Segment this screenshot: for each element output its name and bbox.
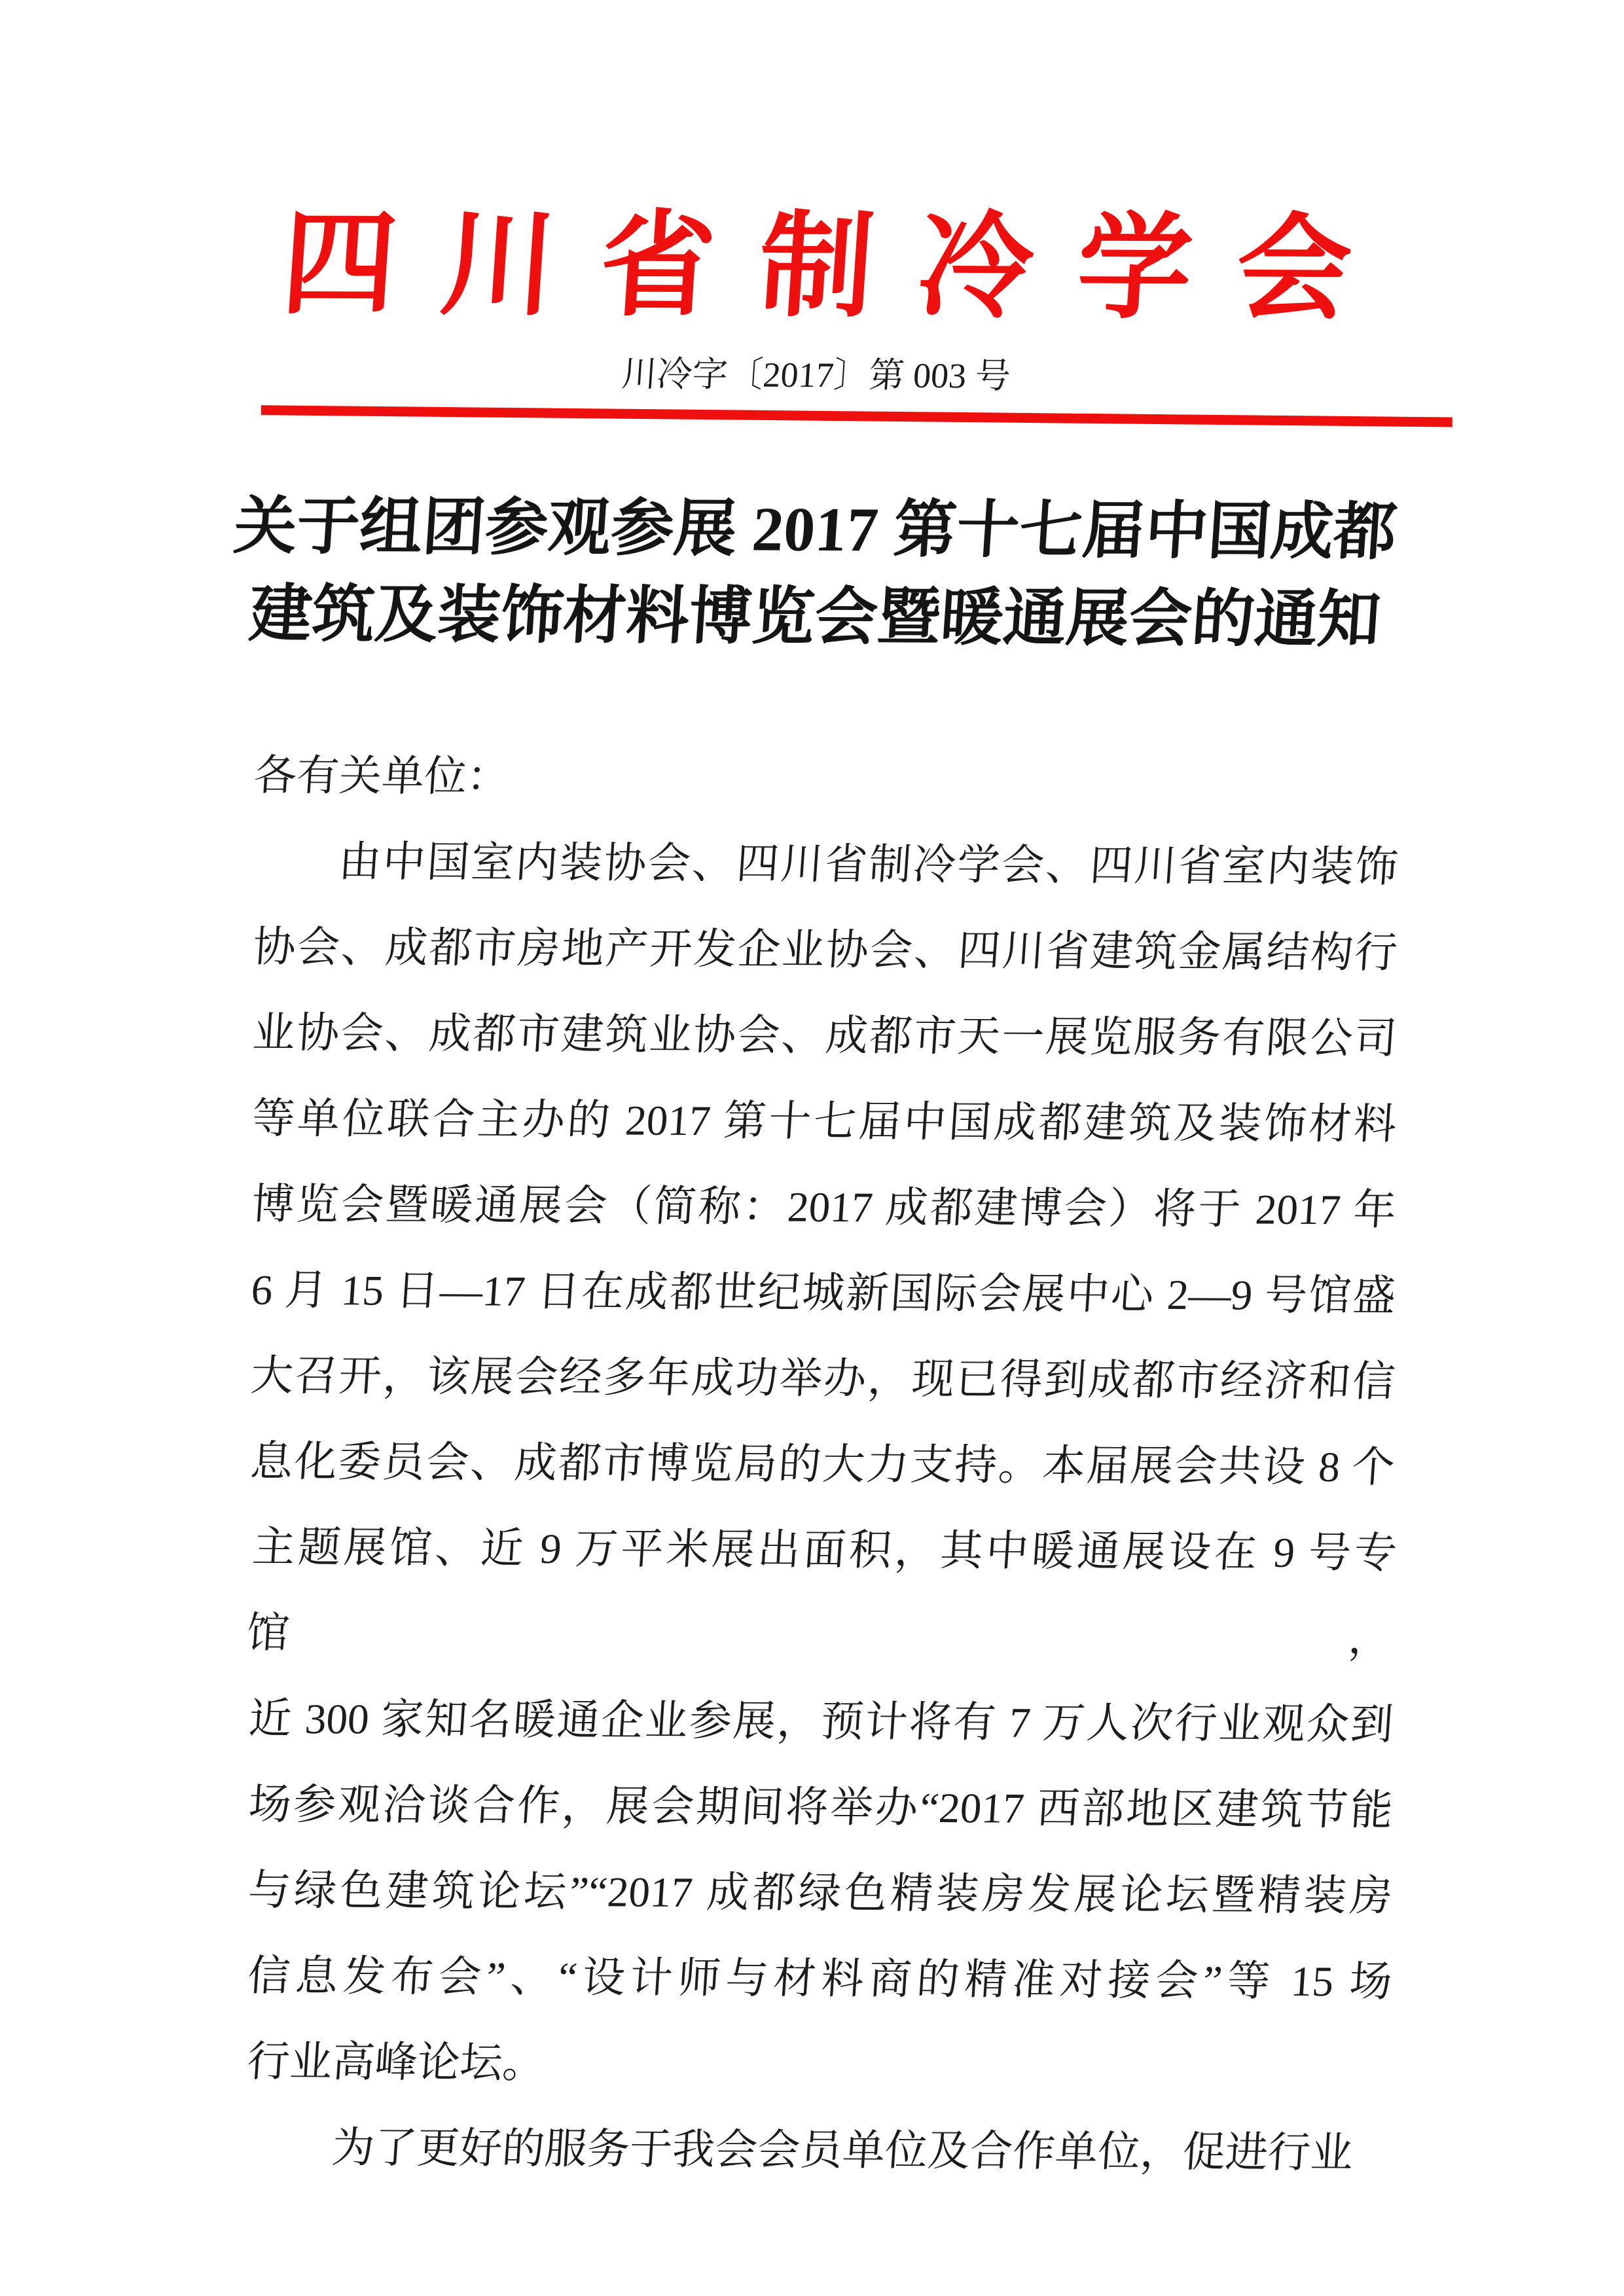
body-line: 信息发布会”、“设计师与材料商的精准对接会”等 15 场: [245, 1952, 1394, 2006]
body-line: 等单位联合主办的 2017 第十七届中国成都建筑及装饰材料: [250, 1095, 1398, 1149]
body-line: 博览会暨暖通展会（简称：2017 成都建博会）将于 2017 年: [250, 1181, 1398, 1234]
document-body: [247, 734, 1399, 2197]
body-line: 6 月 15 日—17 日在成都世纪城新国际会展中心 2—9 号馆盛: [249, 1266, 1398, 1320]
document-title: [3, 482, 1624, 666]
body-line: 协会、成都市房地产开发企业协会、四川省建筑金属结构行: [251, 924, 1399, 977]
body-line: 息化委员会、成都市博览局的大力支持。本届展会共设 8 个: [249, 1438, 1396, 1492]
body-line: 近 300 家知名暖通企业参展，预计将有 7 万人次行业观众到: [247, 1695, 1395, 1749]
body-line: 大召开，该展会经多年成功举办，现已得到成都市经济和信: [249, 1352, 1397, 1406]
body-line: 为了更好的服务于我会会员单位及合作单位，促进行业: [330, 2125, 1355, 2178]
body-line: 场参观洽谈合作，展会期间将举办“2017 西部地区建筑节能: [247, 1781, 1395, 1835]
body-line: 主题展馆、近 9 万平米展出面积，其中暖通展设在 9 号专馆，: [245, 1524, 1399, 1663]
document-title-line2: 建筑及装饰材料博览会暨暖通展会的通知: [247, 579, 1383, 655]
salutation-line: 各有关单位：: [252, 752, 511, 801]
body-line: 与绿色建筑论坛”“2017 成都绿色精装房发展论坛暨精装房: [246, 1867, 1394, 1920]
body-line: 由中国室内装协会、四川省制冷学会、四川省室内装饰: [336, 838, 1399, 891]
body-line: 业协会、成都市建筑业协会、成都市天一展览服务有限公司: [251, 1009, 1399, 1063]
doc-number: 川冷字〔2017〕第 003 号: [620, 354, 1012, 396]
letterhead-org-name: 四川省制冷学会: [278, 200, 1400, 334]
red-divider-line: [261, 405, 1453, 427]
document-title-line1: 关于组团参观参展 2017 第十七届中国成都: [231, 491, 1399, 567]
body-line: 行业高峰论坛。: [245, 2038, 547, 2087]
